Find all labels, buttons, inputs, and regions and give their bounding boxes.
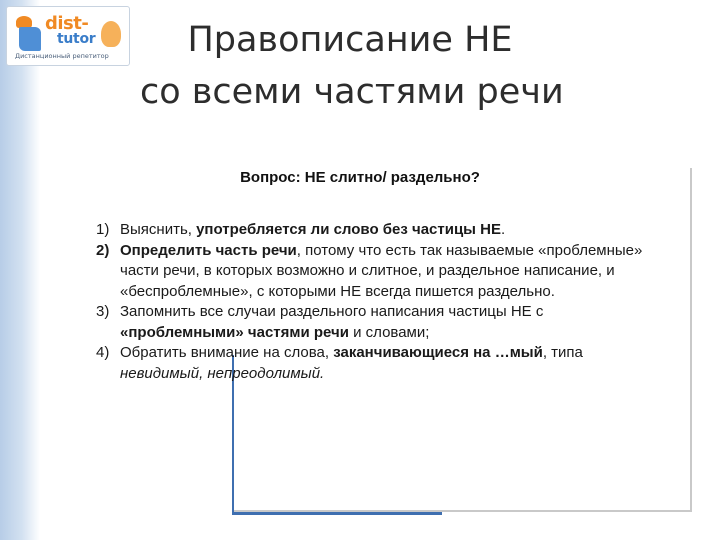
rule-number: 1) — [96, 221, 110, 238]
rule-emphasis: заканчивающиеся на …мый — [333, 344, 543, 361]
rule-text: Запомнить все случаи раздельного написания частицы НЕ с — [120, 303, 544, 320]
rule-number: 3) — [96, 303, 110, 320]
tutor-mascot-icon — [101, 21, 121, 47]
book-icon — [19, 27, 41, 51]
logo-brand-tutor: tutor — [57, 31, 96, 47]
rule-number: 4) — [96, 344, 110, 361]
content-frame-right-line — [690, 168, 692, 512]
left-decorative-band — [0, 0, 40, 540]
logo-brand-dist: dist- — [45, 13, 89, 34]
rule-item-3 — [96, 302, 656, 343]
rule-text: и словами; — [348, 323, 430, 341]
accent-bottom-line — [232, 512, 442, 515]
rule-item-4 — [96, 343, 656, 384]
rule-emphasis: употребляется ли слово без частицы НЕ — [196, 221, 502, 238]
rule-text: , потому что есть так называемые «проблемные» части речи, в которых возможно и слитное, и раздельное написание, и «беспроблемные», с которыми НЕ всегда пишется раздельно. — [120, 241, 643, 300]
rule-item-2 — [96, 241, 656, 303]
rule-example-words: невидимый, непреодолимый. — [120, 364, 325, 382]
question-label: Вопрос — [240, 169, 296, 186]
logo-tagline: Дистанционный репетитор — [15, 52, 109, 60]
rule-text: Обратить внимание на слова, — [120, 344, 334, 361]
question-text: : НЕ слитно/ раздельно? — [295, 169, 480, 186]
title-line-2: со всеми частями речи — [140, 72, 564, 112]
rule-emphasis: Определить часть речи — [120, 241, 297, 259]
rule-text: , типа — [542, 344, 583, 361]
rule-number: 2) — [96, 241, 110, 259]
rules-list — [96, 220, 656, 384]
rule-item-1 — [96, 220, 656, 241]
title-line-1: Правописание НЕ — [187, 20, 513, 60]
question-heading — [100, 169, 620, 186]
dist-tutor-logo[interactable] — [6, 6, 130, 66]
rule-text: . — [501, 221, 506, 238]
rule-emphasis: «проблемными» частями речи — [120, 323, 349, 341]
rule-text: Выяснить, — [120, 221, 197, 238]
slide-title — [140, 14, 564, 118]
